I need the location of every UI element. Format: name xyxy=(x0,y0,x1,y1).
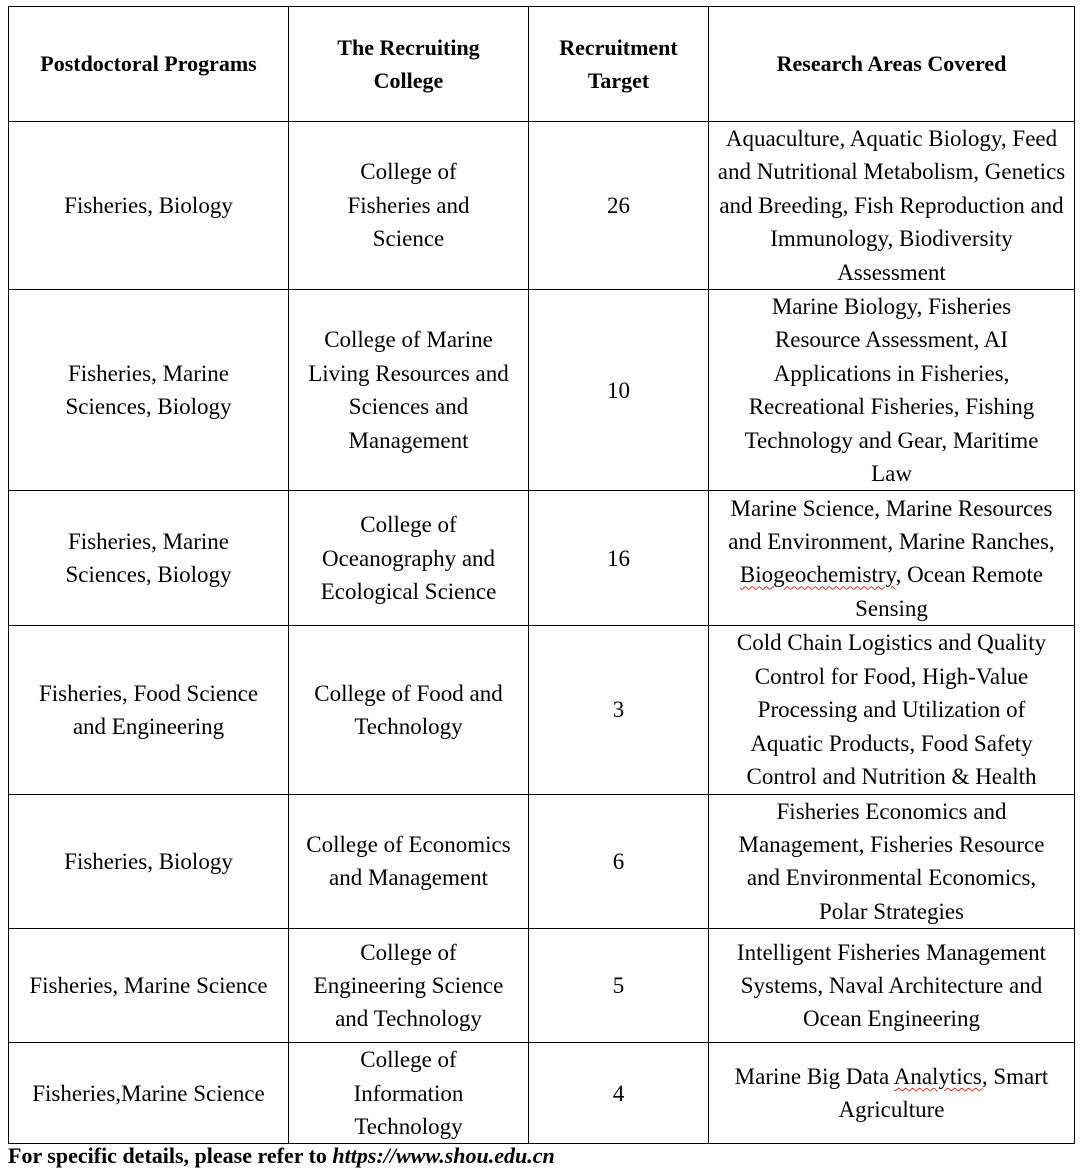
cell-target: 6 xyxy=(529,794,709,929)
cell-programs: Fisheries, Marine Science xyxy=(9,929,289,1043)
table-row xyxy=(9,290,1075,491)
cell-college: College of Engineering Science and Technology xyxy=(289,929,529,1043)
cell-programs: Fisheries, Food Science and Engineering xyxy=(9,626,289,794)
cell-college: College of Economics and Management xyxy=(289,794,529,929)
cell-college: College of Marine Living Resources and Sciences and Management xyxy=(289,290,529,491)
spellcheck-underlined-word: Biogeochemistry xyxy=(739,562,896,588)
cell-programs: Fisheries, Biology xyxy=(9,794,289,929)
table-row xyxy=(9,626,1075,794)
table-header-row xyxy=(9,7,1075,122)
cell-college: College of Oceanography and Ecological Science xyxy=(289,491,529,626)
cell-research-areas: Marine Biology, Fisheries Resource Assessment, AI Applications in Fisheries, Recreational Fisheries, Fishing Technology and Gear, Maritime Law xyxy=(709,290,1075,491)
cell-target: 4 xyxy=(529,1043,709,1144)
cell-research-areas xyxy=(709,491,1075,626)
research-areas-text: , Ocean Remote Sensing xyxy=(855,562,1044,621)
cell-target: 16 xyxy=(529,491,709,626)
table-row xyxy=(9,122,1075,290)
research-areas-text: Marine Big Data xyxy=(734,1063,894,1089)
footer-link[interactable]: https://www.shou.edu.cn xyxy=(332,1143,555,1168)
spellcheck-underlined-word: Analytics xyxy=(893,1063,982,1089)
cell-target: 3 xyxy=(529,626,709,794)
table-row xyxy=(9,491,1075,626)
postdoc-programs-table xyxy=(8,6,1075,1144)
cell-research-areas: Aquaculture, Aquatic Biology, Feed and Nutritional Metabolism, Genetics and Breeding, Fish Reproduction and Immunology, Biodiversity Assessment xyxy=(709,122,1075,290)
cell-research-areas xyxy=(709,1043,1075,1144)
cell-research-areas: Intelligent Fisheries Management Systems, Naval Architecture and Ocean Engineering xyxy=(709,929,1075,1043)
table-row xyxy=(9,929,1075,1043)
cell-research-areas: Fisheries Economics and Management, Fisheries Resource and Environmental Economics, Polar Strategies xyxy=(709,794,1075,929)
cell-college: College of Fisheries and Science xyxy=(289,122,529,290)
cell-research-areas: Cold Chain Logistics and Quality Control for Food, High-Value Processing and Utilization of Aquatic Products, Food Safety Control and Nutrition & Health xyxy=(709,626,1075,794)
cell-target: 5 xyxy=(529,929,709,1043)
cell-programs: Fisheries, Marine Sciences, Biology xyxy=(9,491,289,626)
table-row xyxy=(9,1043,1075,1144)
cell-target: 26 xyxy=(529,122,709,290)
cell-college: College of Food and Technology xyxy=(289,626,529,794)
table-row xyxy=(9,794,1075,929)
cell-college: College of Information Technology xyxy=(289,1043,529,1144)
research-areas-text: , Smart Agriculture xyxy=(838,1063,1049,1123)
research-areas-text: Marine Science, Marine Resources and Environment, Marine Ranches, xyxy=(728,495,1055,555)
header-recruitment-target: Recruitment Target xyxy=(529,7,709,122)
cell-programs: Fisheries, Marine Sciences, Biology xyxy=(9,290,289,491)
cell-programs: Fisheries, Biology xyxy=(9,122,289,290)
header-research-areas: Research Areas Covered xyxy=(709,7,1075,122)
header-recruiting-college: The Recruiting College xyxy=(289,7,529,122)
cell-programs: Fisheries,Marine Science xyxy=(9,1043,289,1144)
header-postdoctoral-programs: Postdoctoral Programs xyxy=(9,7,289,122)
footer-note xyxy=(8,1141,555,1171)
footer-text: For specific details, please refer to xyxy=(8,1143,333,1168)
cell-target: 10 xyxy=(529,290,709,491)
